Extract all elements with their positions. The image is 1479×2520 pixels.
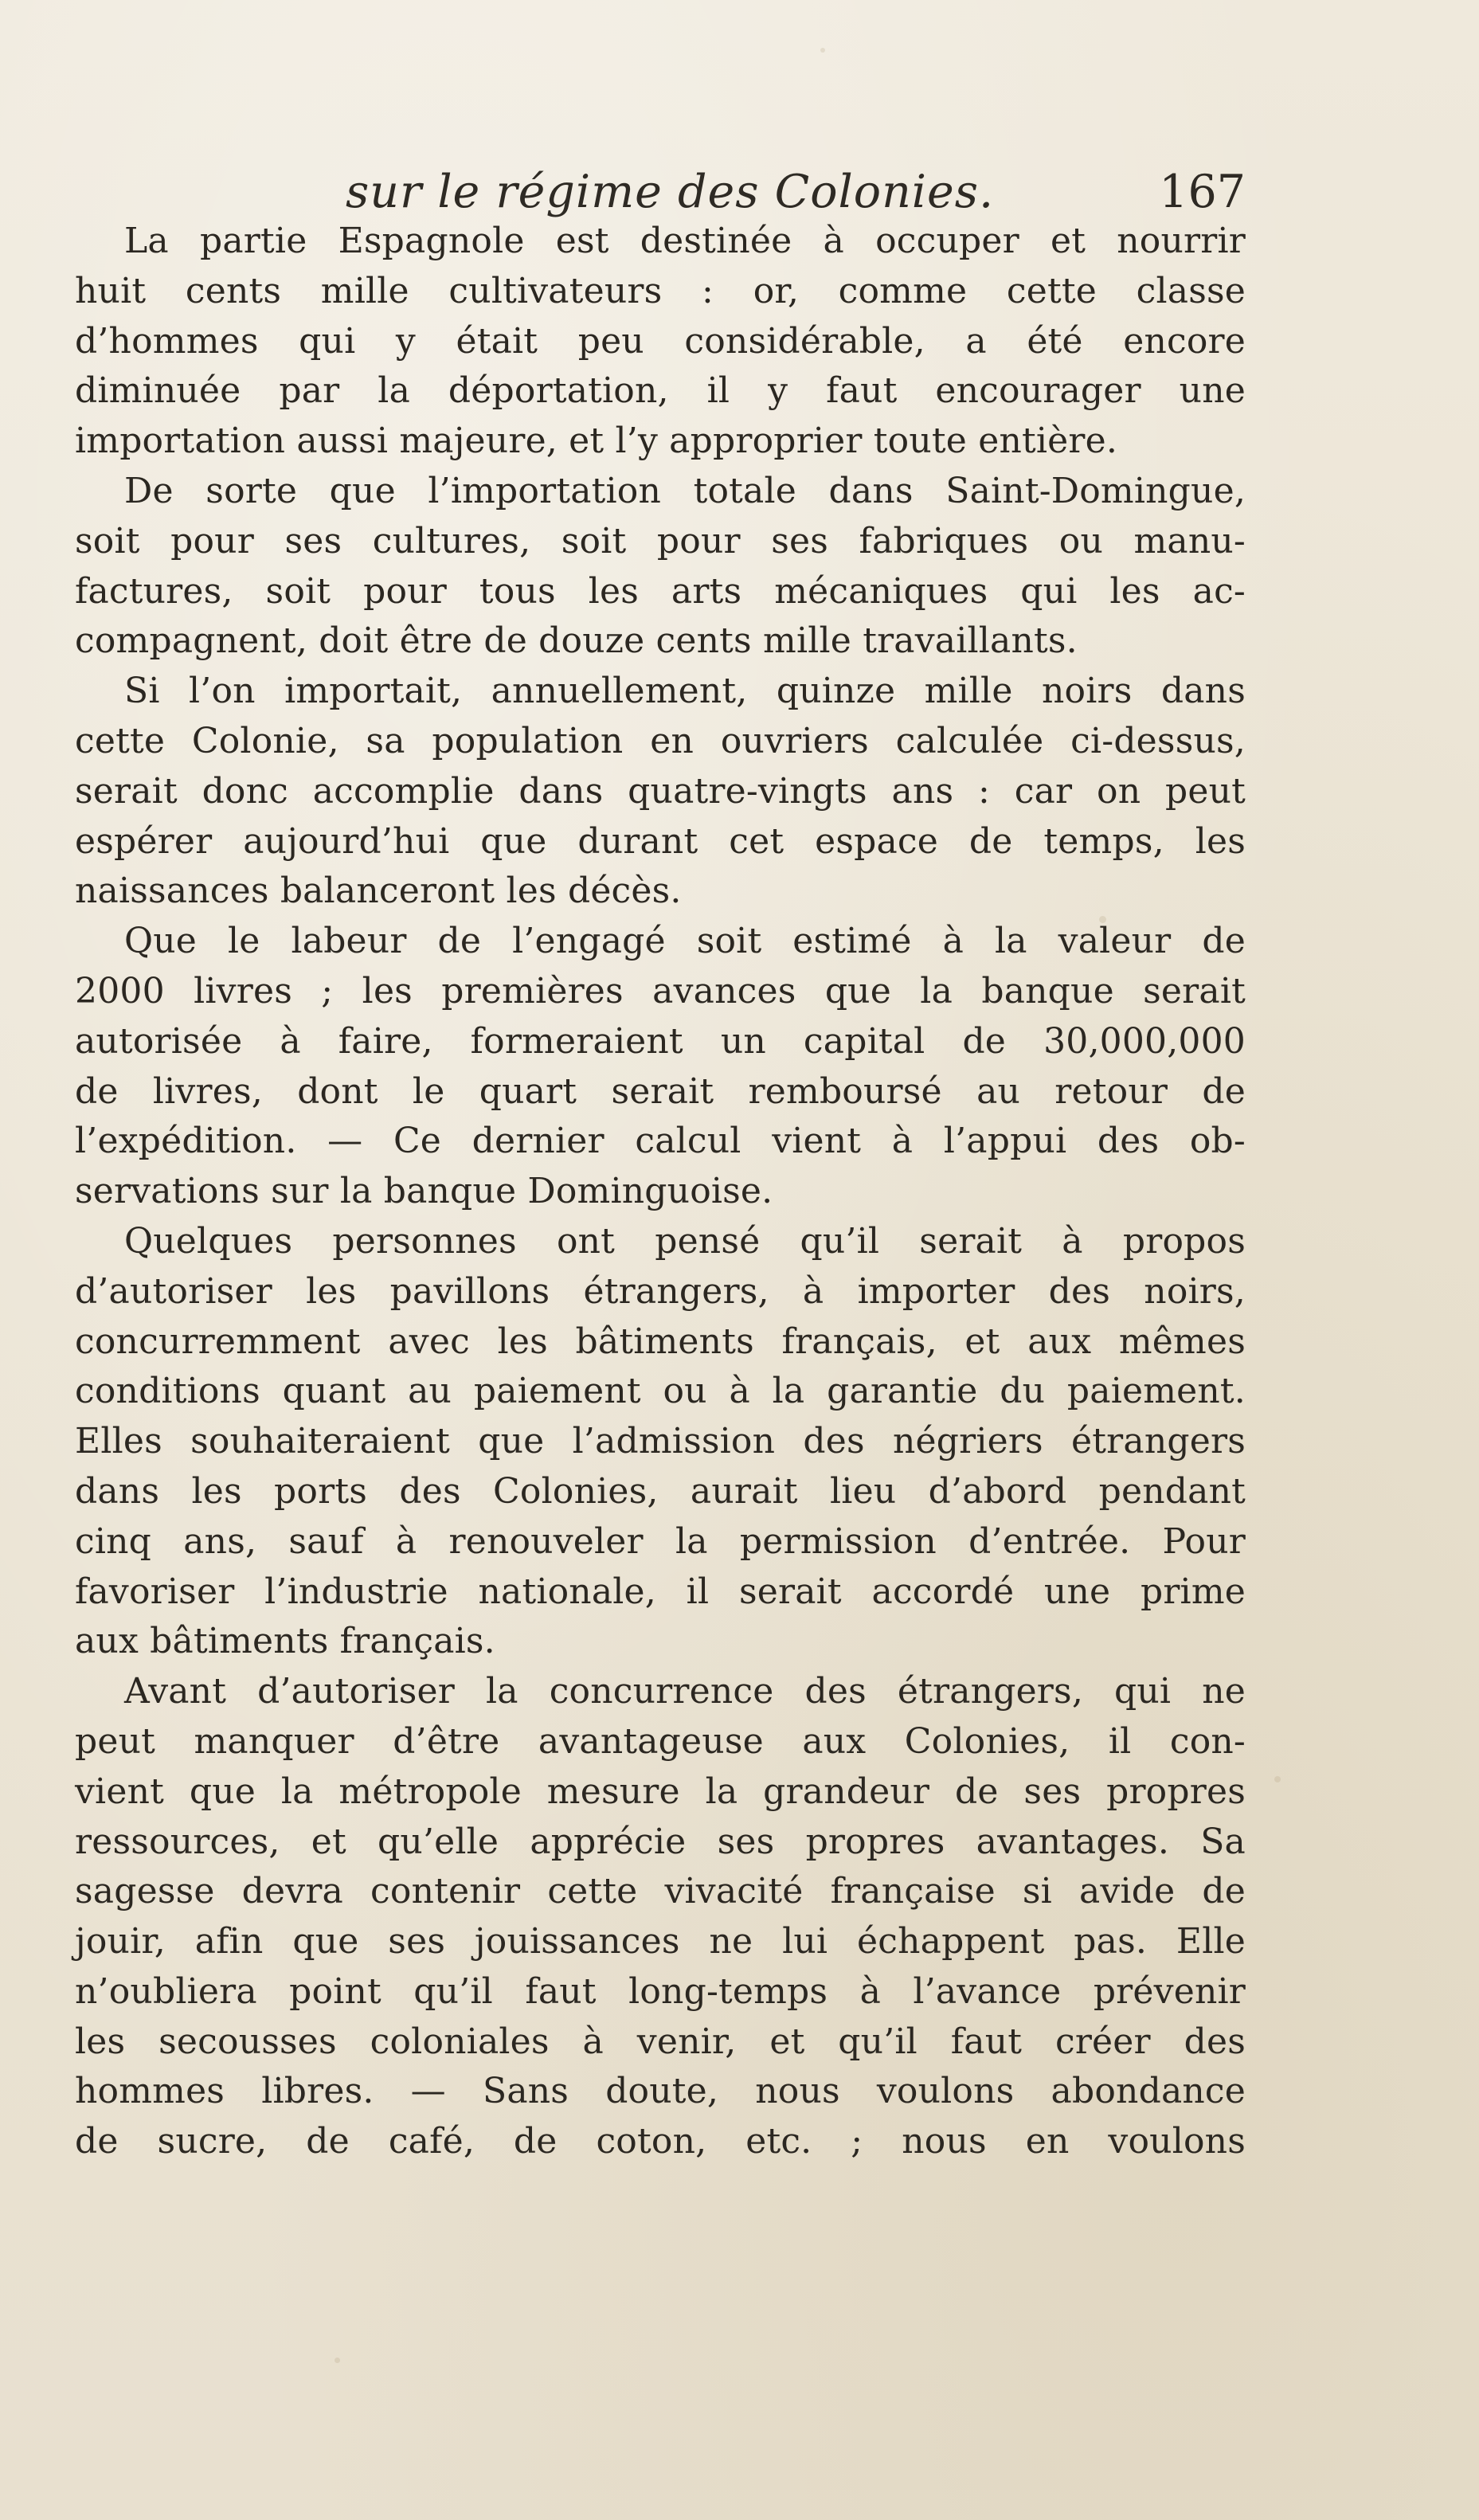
text-line: 2000 livres ; les premières avances que la banque serait bbox=[75, 970, 1246, 1012]
text-line: Avant d’autoriser la concurrence des étrangers, qui ne bbox=[124, 1671, 1246, 1712]
text-line: vient que la métropole mesure la grandeur de ses propres bbox=[75, 1771, 1246, 1812]
body-text bbox=[75, 217, 1246, 2167]
text-line: servations sur la banque Dominguoise. bbox=[75, 1171, 773, 1212]
text-line: dans les ports des Colonies, aurait lieu d’abord pendant bbox=[75, 1470, 1246, 1512]
text-line: sagesse devra contenir cette vivacité française si avide de bbox=[75, 1871, 1246, 1912]
text-line: Que le labeur de l’engagé soit estimé à la valeur de bbox=[124, 921, 1246, 962]
text-line: l’expédition. — Ce dernier calcul vient à l’appui des ob- bbox=[75, 1121, 1246, 1162]
text-line: de livres, dont le quart serait remboursé au retour de bbox=[75, 1070, 1246, 1112]
text-line: cette Colonie, sa population en ouvriers calculée ci-dessus, bbox=[75, 720, 1246, 761]
text-line: n’oubliera point qu’il faut long-temps à l’avance prévenir bbox=[75, 1970, 1246, 2012]
text-line: favoriser l’industrie nationale, il serait accordé une prime bbox=[75, 1571, 1246, 1612]
text-line: les secousses coloniales à venir, et qu’il faut créer des bbox=[75, 2021, 1246, 2062]
text-line: importation aussi majeure, et l’y approprier toute entière. bbox=[75, 421, 1118, 462]
text-line: La partie Espagnole est destinée à occuper et nourrir bbox=[124, 221, 1246, 261]
text-line: factures, soit pour tous les arts mécaniques qui les ac- bbox=[75, 570, 1246, 612]
text-line: diminuée par la déportation, il y faut encourager une bbox=[75, 370, 1246, 412]
paper-stain bbox=[1274, 1776, 1281, 1782]
text-line: jouir, afin que ses jouissances ne lui échappent pas. Elle bbox=[75, 1921, 1246, 1962]
text-line: espérer aujourd’hui que durant cet espace de temps, les bbox=[75, 820, 1246, 862]
text-line: aux bâtiments français. bbox=[75, 1621, 495, 1662]
text-line: d’autoriser les pavillons étrangers, à importer des noirs, bbox=[75, 1270, 1246, 1312]
page-number: 167 bbox=[1159, 166, 1246, 218]
text-line: Quelques personnes ont pensé qu’il serait à propos bbox=[124, 1220, 1246, 1262]
text-line: compagnent, doit être de douze cents mille travaillants. bbox=[75, 620, 1078, 662]
text-line: cinq ans, sauf à renouveler la permission d’entrée. Pour bbox=[75, 1520, 1246, 1562]
running-title: sur le régime des Colonies. bbox=[346, 166, 995, 218]
text-line: conditions quant au paiement ou à la garantie du paiement. bbox=[75, 1371, 1246, 1412]
text-line: autorisée à faire, formeraient un capital de 30,000,000 bbox=[75, 1020, 1246, 1062]
text-line: ressources, et qu’elle apprécie ses propres avantages. Sa bbox=[75, 1821, 1246, 1862]
text-line: naissances balanceront les décès. bbox=[75, 871, 682, 912]
text-line: Si l’on importait, annuellement, quinze mille noirs dans bbox=[124, 671, 1246, 712]
text-line: d’hommes qui y était peu considérable, a été encore bbox=[75, 320, 1246, 362]
text-line: de sucre, de café, de coton, etc. ; nous en voulons bbox=[75, 2121, 1246, 2162]
text-line: De sorte que l’importation totale dans Saint-Domingue, bbox=[124, 470, 1246, 511]
paper-stain bbox=[820, 48, 825, 53]
text-line: huit cents mille cultivateurs : or, comme cette classe bbox=[75, 270, 1246, 311]
text-line: concurremment avec les bâtiments français, et aux mêmes bbox=[75, 1321, 1246, 1362]
text-line: soit pour ses cultures, soit pour ses fabriques ou manu- bbox=[75, 520, 1246, 562]
text-line: Elles souhaiteraient que l’admission des négriers étrangers bbox=[75, 1421, 1246, 1462]
text-line: peut manquer d’être avantageuse aux Colonies, il con- bbox=[75, 1720, 1246, 1762]
text-line: serait donc accomplie dans quatre-vingts ans : car on peut bbox=[75, 770, 1246, 812]
text-line: hommes libres. — Sans doute, nous voulons abondance bbox=[75, 2071, 1246, 2112]
paper-stain bbox=[335, 2358, 340, 2363]
